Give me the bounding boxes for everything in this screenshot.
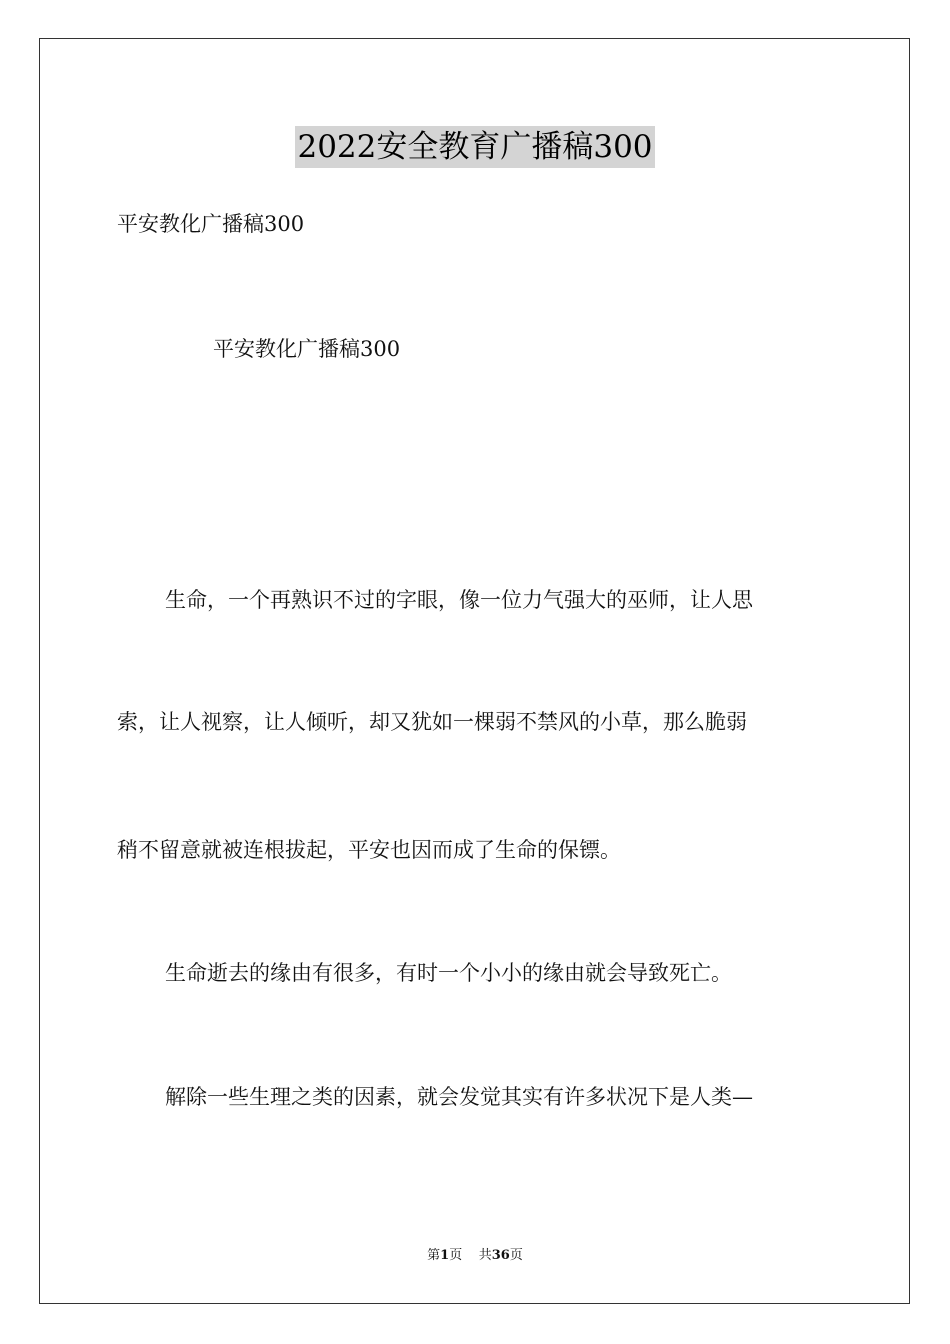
total-suffix: 页 xyxy=(509,1248,523,1263)
paragraph-2: 生命逝去的缘由有很多，有时一个小小的缘由就会导致死亡。 xyxy=(165,961,732,985)
title-container xyxy=(0,126,950,168)
section-heading: 平安教化广播稿300 xyxy=(213,337,401,361)
subtitle: 平安教化广播稿300 xyxy=(117,212,305,236)
page-footer xyxy=(0,1247,950,1265)
paragraph-1-line-2: 索，让人视察，让人倾听，却又犹如一棵弱不禁风的小草，那么脆弱 xyxy=(117,710,747,734)
paragraph-1-line-3: 稍不留意就被连根拔起，平安也因而成了生命的保镖。 xyxy=(117,838,621,862)
paragraph-3: 解除一些生理之类的因素，就会发觉其实有许多状况下是人类— xyxy=(165,1085,753,1109)
total-prefix: 共 xyxy=(478,1248,492,1263)
page-current: 1 xyxy=(440,1248,450,1263)
page-total: 36 xyxy=(491,1248,510,1263)
page-prefix: 第 xyxy=(427,1248,441,1263)
paragraph-1-line-1: 生命，一个再熟识不过的字眼，像一位力气强大的巫师，让人思 xyxy=(165,588,753,612)
page-suffix: 页 xyxy=(449,1248,463,1263)
document-title: 2022安全教育广播稿300 xyxy=(295,126,654,168)
